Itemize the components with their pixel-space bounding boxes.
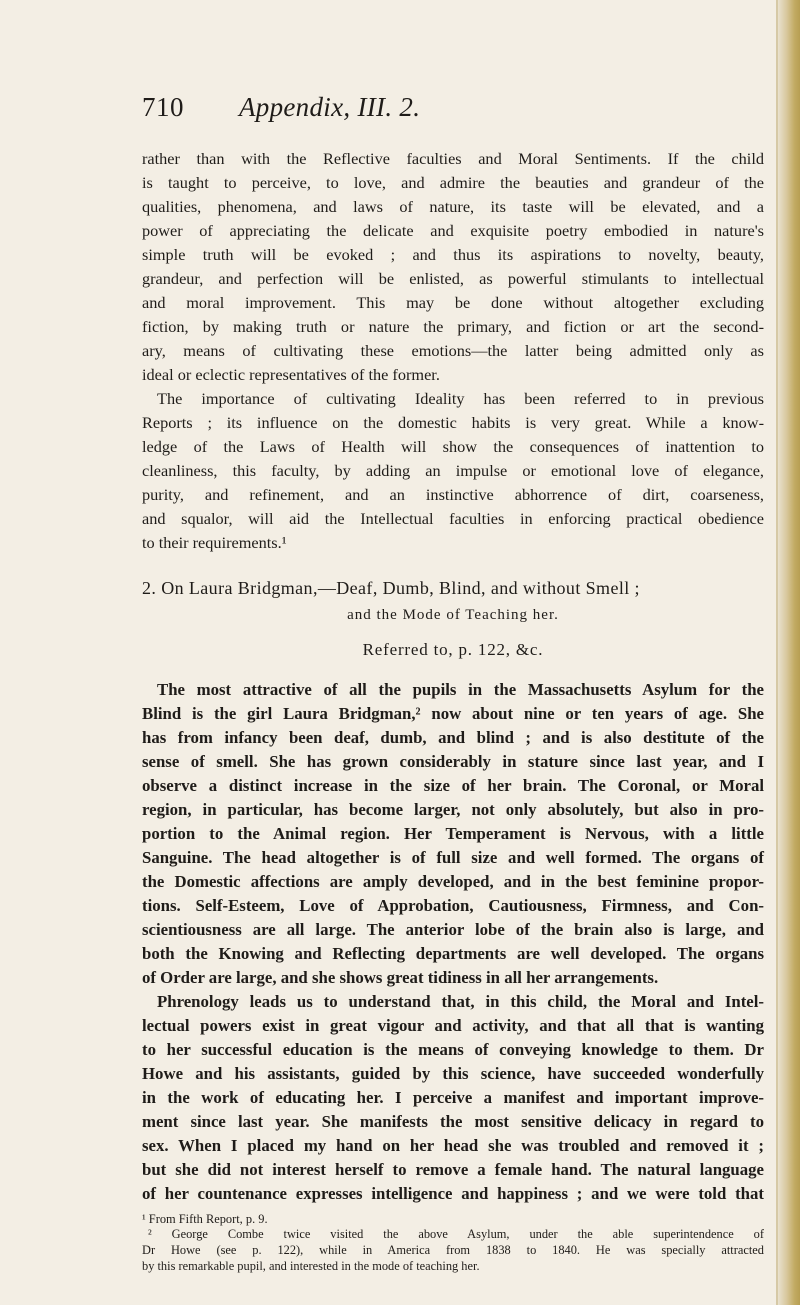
text-line: in the work of educating her. I perceive a manifest and important improve- [142,1088,764,1107]
text-line: to their requirements.¹ [142,533,287,552]
text-line: purity, and refinement, and an instinctive abhorrence of dirt, coarseness, [142,485,764,504]
text-line: simple truth will be evoked ; and thus its aspirations to novelty, beauty, [142,245,764,264]
text-line: scientiousness are all large. The anterior lobe of the brain also is large, and [142,920,764,939]
text-line: The importance of cultivating Ideality has been referred to in previous [157,389,764,408]
footnote-continuation: Dr Howe (see p. 122), while in America from 1838 to 1840. He was specially attracted [142,1243,764,1257]
text-line: power of appreciating the delicate and exquisite poetry embodied in nature's [142,221,764,240]
text-line: Blind is the girl Laura Bridgman,² now about nine or ten years of age. She [142,704,764,723]
text-line: the Domestic affections are amply developed, and in the best feminine propor- [142,872,764,891]
text-line: is taught to perceive, to love, and admire the beauties and grandeur of the [142,173,764,192]
section-heading: 2. On Laura Bridgman,—Deaf, Dumb, Blind, and without Smell ; [142,578,640,598]
footnote: ¹ From Fifth Report, p. 9. [142,1212,268,1226]
text-line: region, in particular, has become larger, not only absolutely, but also in pro- [142,800,764,819]
text-line: portion to the Animal region. Her Temperament is Nervous, with a little [142,824,764,843]
footnote-continuation: by this remarkable pupil, and interested in the mode of teaching her. [142,1259,480,1273]
section-subheading: and the Mode of Teaching her. [347,607,559,623]
text-line: The most attractive of all the pupils in the Massachusetts Asylum for the [157,680,764,699]
text-line: cleanliness, this faculty, by adding an impulse or emotional love of elegance, [142,461,764,480]
text-line: and moral improvement. This may be done without altogether excluding [142,293,764,312]
text-line: observe a distinct increase in the size of her brain. The Coronal, or Moral [142,776,764,795]
text-line: to her successful education is the means of conveying knowledge to them. Dr [142,1040,764,1059]
section-reference: Referred to, p. 122, &c. [362,640,544,659]
text-line: but she did not interest herself to remove a female hand. The natural language [142,1160,764,1179]
text-line: ledge of the Laws of Health will show the consequences of inattention to [142,437,764,456]
text-line: sex. When I placed my hand on her head she was troubled and removed it ; [142,1136,764,1155]
text-line: and squalor, will aid the Intellectual faculties in enforcing practical obedience [142,509,764,528]
running-head [142,92,762,132]
text-line: ideal or eclectic representatives of the former. [142,365,440,384]
page-edge-binding [778,0,800,1305]
running-title: Appendix, III. 2. [239,92,421,122]
text-line: of her countenance expresses intelligence and happiness ; and we were told that [142,1184,764,1203]
text-line: of Order are large, and she shows great tidiness in all her arrangements. [142,968,659,987]
text-line: Sanguine. The head altogether is of full size and well formed. The organs of [142,848,764,867]
text-line: rather than with the Reflective faculties and Moral Sentiments. If the child [142,149,764,168]
text-line: Howe and his assistants, guided by this science, have succeeded wonderfully [142,1064,764,1083]
text-line: both the Knowing and Reflecting departments are well developed. The organs [142,944,764,963]
text-line: has from infancy been deaf, dumb, and blind ; and is also destitute of the [142,728,764,747]
text-line: tions. Self-Esteem, Love of Approbation, Cautiousness, Firmness, and Con- [142,896,764,915]
text-line: qualities, phenomena, and laws of nature, its taste will be elevated, and a [142,197,764,216]
text-line: ment since last year. She manifests the most sensitive delicacy in regard to [142,1112,764,1131]
text-line: lectual powers exist in great vigour and activity, and that all that is wanting [142,1016,764,1035]
text-line: sense of smell. She has grown considerably in stature since last year, and I [142,752,764,771]
text-line: Phrenology leads us to understand that, in this child, the Moral and Intel- [157,992,764,1011]
text-line: ary, means of cultivating these emotions—the latter being admitted only as [142,341,764,360]
text-line: Reports ; its influence on the domestic habits is very great. While a know- [142,413,764,432]
footnote: ² George Combe twice visited the above Asylum, under the able superintendence of [148,1227,764,1241]
page-number: 710 [142,92,184,122]
text-line: fiction, by making truth or nature the primary, and fiction or art the second- [142,317,764,336]
text-line: grandeur, and perfection will be enlisted, as powerful stimulants to intellectual [142,269,764,288]
